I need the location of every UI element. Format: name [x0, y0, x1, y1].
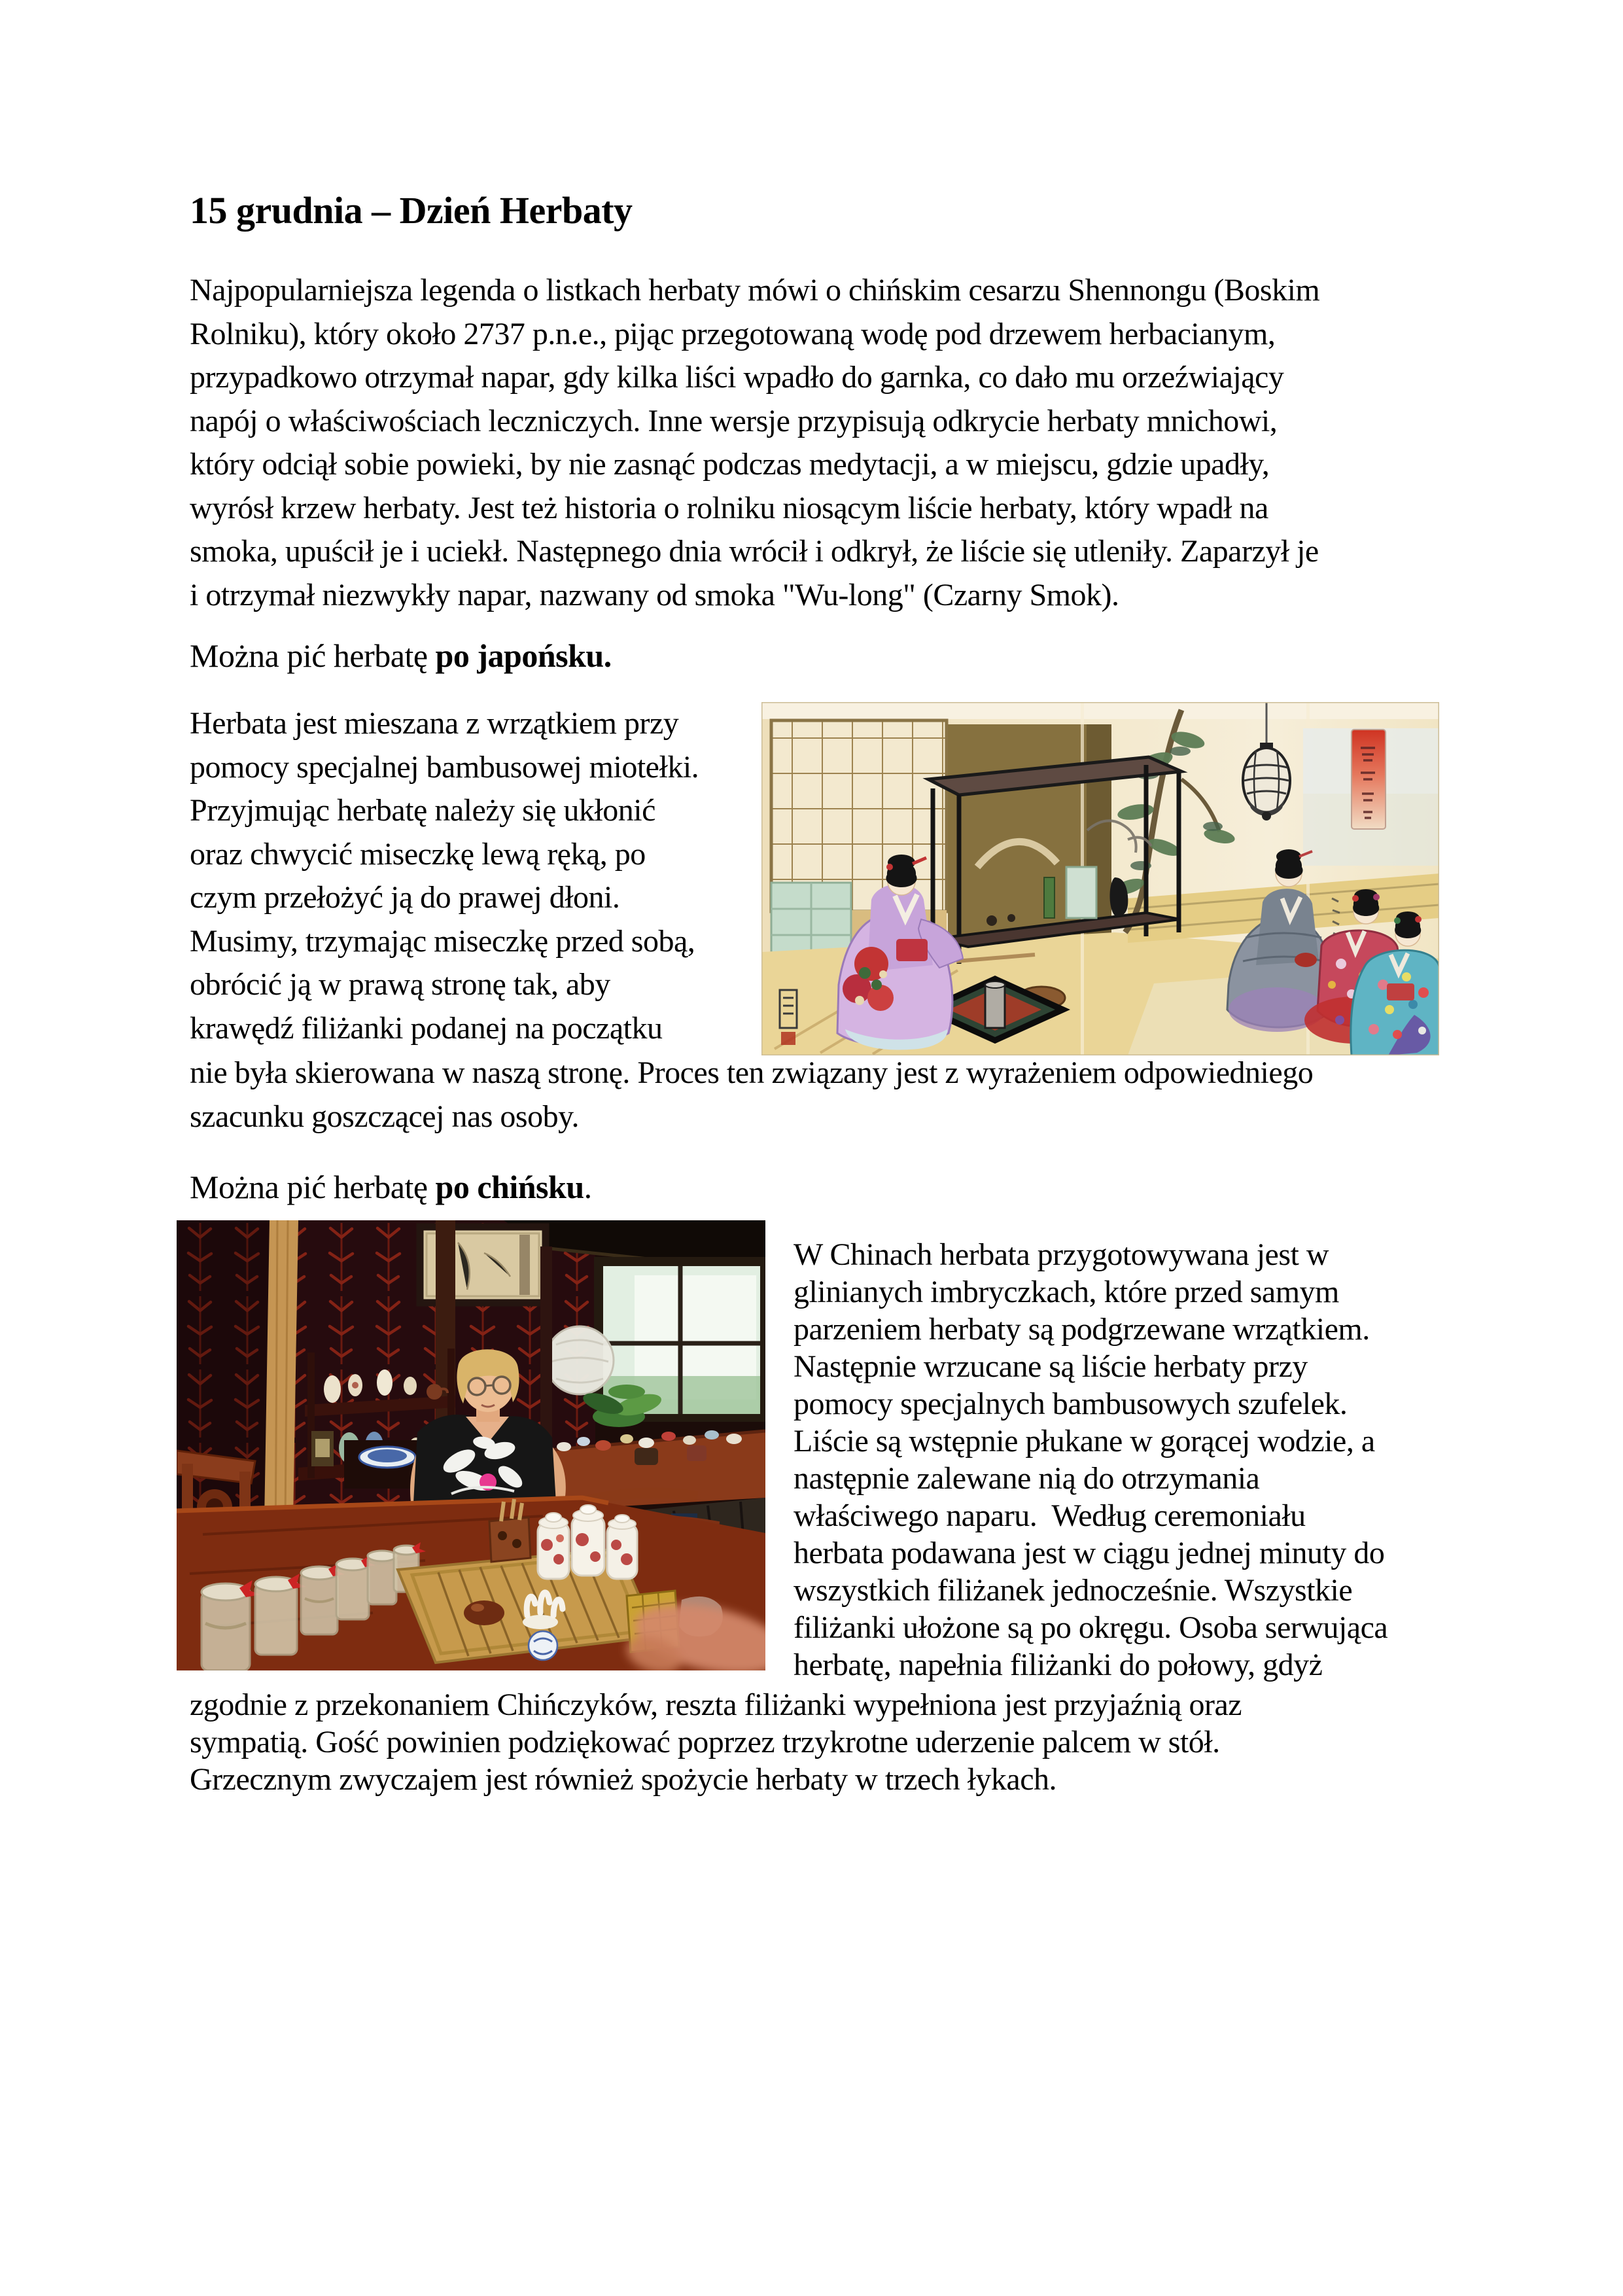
text-line: nie była skierowana w naszą stronę. Proces ten związany jest z wyrażeniem odpowiedniego	[190, 1055, 1314, 1090]
chinese-teahouse-image	[177, 1220, 765, 1670]
text-line: parzeniem herbaty są podgrzewane wrzątkiem.	[794, 1312, 1370, 1347]
chinese-teahouse-photo-illustration	[177, 1220, 765, 1670]
japanese-subheading	[190, 634, 612, 677]
text-line: Liście są wstępnie płukane w gorącej wodzie, a	[794, 1424, 1375, 1458]
text-line: który odciął sobie powieki, by nie zasnąć podczas medytacji, a w miejscu, gdzie upadły,	[190, 447, 1270, 482]
text-line: wszystkich filiżanek jednocześnie. Wszystkie	[794, 1573, 1353, 1608]
text-line: krawędź filiżanki podanej na początku	[190, 1010, 663, 1046]
text-line: napój o właściwościach leczniczych. Inne wersje przypisują odkrycie herbaty mnichowi,	[190, 403, 1278, 438]
japanese-subheading-bold: po japońsku.	[435, 637, 612, 674]
text-line: czym przełożyć ją do prawej dłoni.	[190, 880, 620, 915]
text-line: pomocy specjalnej bambusowej miotełki.	[190, 749, 699, 785]
text-line: właściwego naparu. Według ceremoniału	[794, 1498, 1306, 1533]
text-line: smoka, upuścił je i uciekł. Następnego dnia wrócił i odkrył, że liście się utleniły. Zaparzył je	[190, 534, 1319, 569]
japanese-subheading-prefix: Można pić herbatę	[190, 637, 436, 674]
text-line: Najpopularniejsza legenda o listkach herbaty mówi o chińskim cesarzu Shennongu (Boskim	[190, 273, 1320, 308]
chinese-column-text	[794, 1236, 1387, 1684]
text-line: W Chinach herbata przygotowywana jest w	[794, 1237, 1329, 1272]
text-line: filiżanki ułożone są po okręgu. Osoba serwująca	[794, 1610, 1388, 1645]
chinese-continuation-text	[190, 1686, 1242, 1798]
text-line: obrócić ją w prawą stronę tak, aby	[190, 967, 610, 1002]
text-line: sympatią. Gość powinien podziękować poprzez trzykrotne uderzenie palcem w stół.	[190, 1725, 1220, 1759]
intro-paragraph	[190, 269, 1319, 617]
text-line: herbata podawana jest w ciągu jednej minuty do	[794, 1536, 1385, 1570]
text-line: herbatę, napełnia filiżanki do połowy, gdyż	[794, 1648, 1323, 1682]
text-line: i otrzymał niezwykły napar, nazwany od smoka "Wu-long" (Czarny Smok).	[190, 577, 1119, 612]
text-line: przypadkowo otrzymał napar, gdy kilka liści wpadło do garnka, co dało mu orzeźwiający	[190, 360, 1284, 395]
text-line: Rolniku), który około 2737 p.n.e., pijąc przegotowaną wodę pod drzewem herbacianym,	[190, 316, 1276, 351]
chinese-subheading-prefix: Można pić herbatę	[190, 1169, 436, 1205]
chinese-subheading-suffix: .	[584, 1169, 592, 1205]
japanese-column-text	[190, 702, 699, 1050]
page-title: 15 grudnia – Dzień Herbaty	[190, 189, 633, 232]
japanese-continuation-text	[190, 1051, 1313, 1139]
text-line: szacunku goszczącej nas osoby.	[190, 1099, 579, 1134]
japanese-tea-ceremony-illustration	[761, 702, 1439, 1055]
chinese-subheading	[190, 1165, 592, 1209]
text-line: Herbata jest mieszana z wrzątkiem przy	[190, 706, 679, 741]
text-line: wyrósł krzew herbaty. Jest też historia o rolniku niosącym liście herbaty, który wpadł na	[190, 490, 1268, 525]
text-line: pomocy specjalnych bambusowych szufelek.	[794, 1386, 1348, 1421]
text-line: zgodnie z przekonaniem Chińczyków, reszta filiżanki wypełniona jest przyjaźnią oraz	[190, 1687, 1242, 1722]
japanese-tea-ceremony-image	[761, 702, 1439, 1055]
text-line: Grzecznym zwyczajem jest również spożycie herbaty w trzech łykach.	[190, 1762, 1057, 1797]
text-line: następnie zalewane nią do otrzymania	[794, 1461, 1260, 1496]
text-line: oraz chwycić miseczkę lewą ręką, po	[190, 836, 646, 872]
text-line: glinianych imbryczkach, które przed samym	[794, 1275, 1339, 1309]
text-line: Musimy, trzymając miseczkę przed sobą,	[190, 923, 695, 959]
text-line: Następnie wrzucane są liście herbaty przy	[794, 1349, 1308, 1384]
chinese-subheading-bold: po chińsku	[435, 1169, 584, 1205]
text-line: Przyjmując herbatę należy się ukłonić	[190, 793, 655, 828]
